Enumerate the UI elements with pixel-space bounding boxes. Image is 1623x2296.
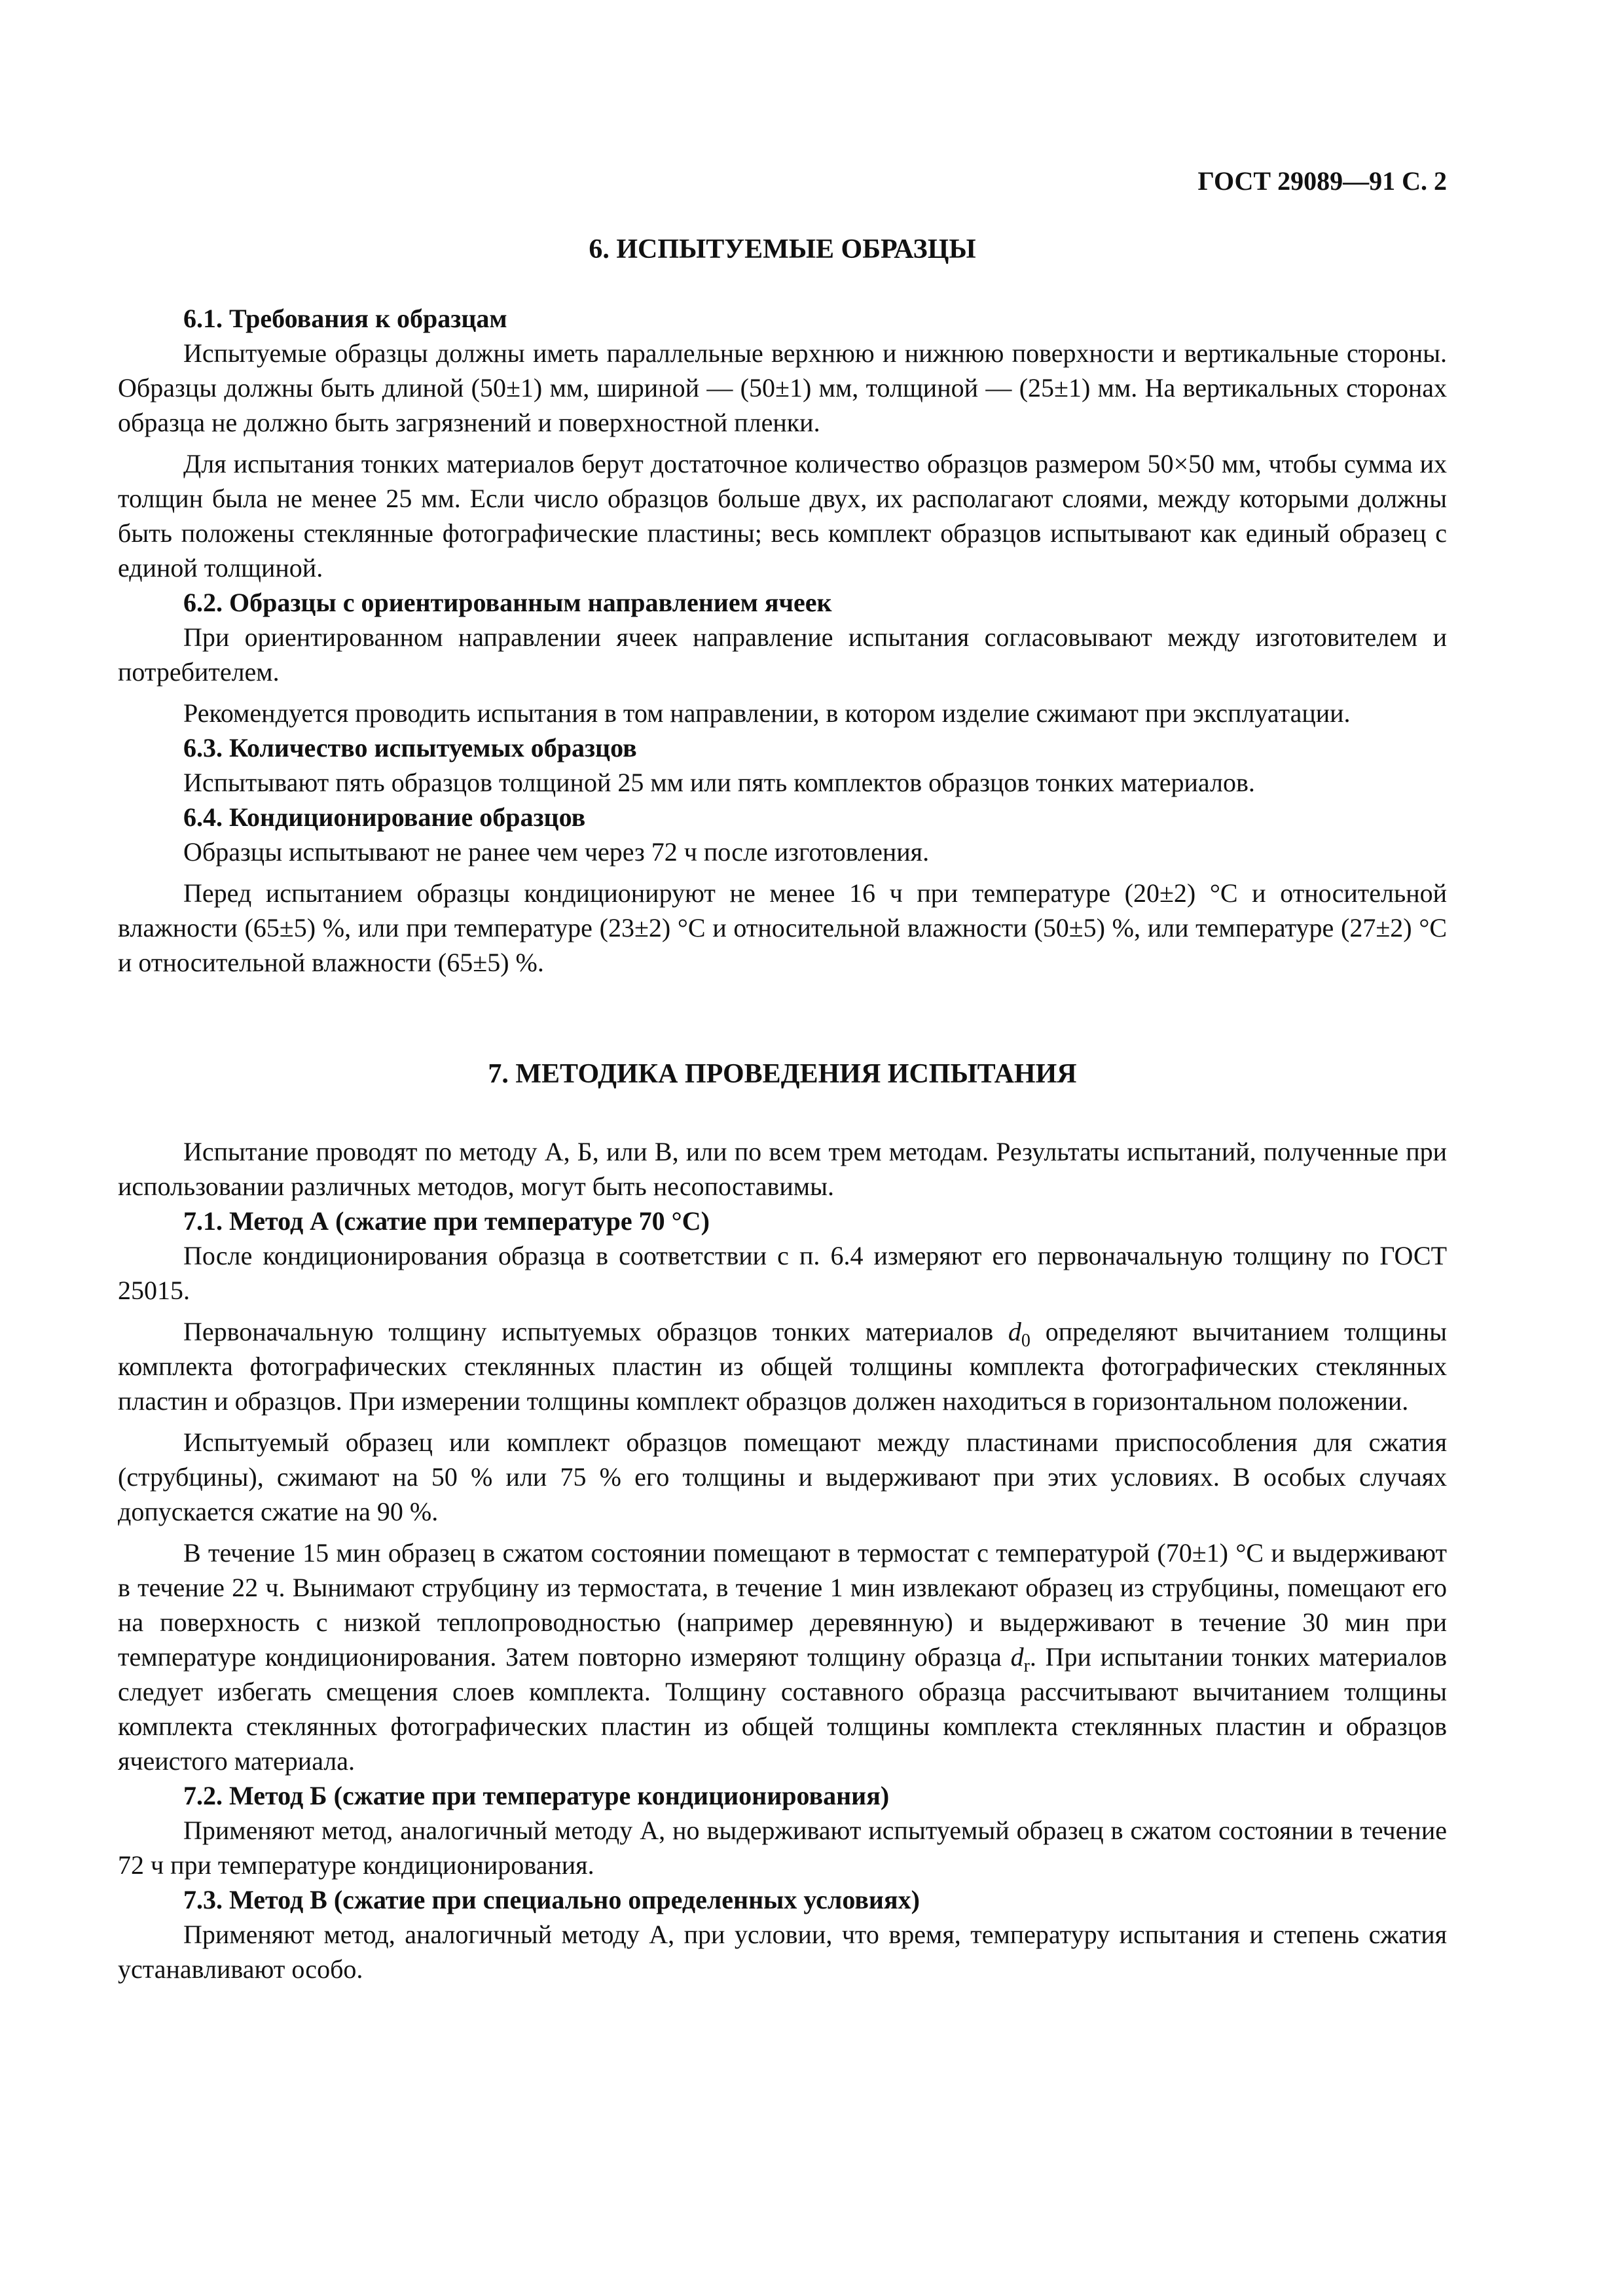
paragraph-6-2-1: При ориентированном направлении ячеек направление испытания согласовывают между изготовителем и потребителем. [118, 622, 1447, 687]
paragraph-6-1-1: Испытуемые образцы должны иметь параллельные верхнюю и нижнюю поверхности и вертикальные стороны. Образцы должны быть длиной (50±1) мм, шириной — (50±1) мм, толщиной — (25±1) мм. На вертикальных сторонах образца не должно быть загрязнений и поверхностной пленки. [118, 338, 1447, 437]
subsection-7-2-heading: 7.2. Метод Б (сжатие при температуре кондиционирования) [183, 1781, 890, 1810]
paragraph-6-2-2: Рекомендуется проводить испытания в том направлении, в котором изделие сжимают при эксплуатации. [183, 698, 1351, 728]
final-thickness-symbol: d [1010, 1642, 1024, 1672]
subsection-7-1-heading: 7.1. Метод А (сжатие при температуре 70 °С) [183, 1206, 710, 1236]
section-6-title: 6. ИСПЫТУЕМЫЕ ОБРАЗЦЫ [589, 234, 976, 264]
subsection-6-4-heading: 6.4. Кондиционирование образцов [183, 802, 586, 832]
paragraph-7-3-1: Применяют метод, аналогичный методу А, при условии, что время, температуру испытания и степень сжатия устанавливают особо. [118, 1920, 1447, 1984]
subsection-7-3-heading: 7.3. Метод В (сжатие при специально определенных условиях) [183, 1885, 920, 1914]
subsection-6-1-heading: 6.1. Требования к образцам [183, 304, 507, 333]
paragraph-7-1-1: После кондиционирования образца в соответствии с п. 6.4 измеряют его первоначальную толщину по ГОСТ 25015. [118, 1241, 1447, 1305]
paragraph-7-1-4 [118, 1535, 1447, 1778]
paragraph-7-intro: Испытание проводят по методу А, Б, или В, или по всем трем методам. Результаты испытаний, полученные при использовании различных методов, могут быть несопоставимы. [118, 1137, 1447, 1201]
document-page [118, 164, 1447, 1986]
paragraph-7-1-2-text-a: Первоначальную толщину испытуемых образцов тонких материалов [183, 1317, 1008, 1346]
final-thickness-subscript: r [1023, 1656, 1030, 1676]
paragraph-7-2-1: Применяют метод, аналогичный методу А, но выдерживают испытуемый образец в сжатом состоянии в течение 72 ч при температуре кондиционирования. [118, 1816, 1447, 1880]
paragraph-7-1-3: Испытуемый образец или комплект образцов помещают между пластинами приспособления для сжатия (струбцины), сжимают на 50 % или 75 % его толщины и выдерживают при этих условиях. В особых случаях допускается сжатие на 90 %. [118, 1427, 1447, 1526]
subsection-6-2-heading: 6.2. Образцы с ориентированным направлением ячеек [183, 588, 832, 617]
paragraph-6-4-1: Образцы испытывают не ранее чем через 72 ч после изготовления. [183, 837, 930, 867]
paragraph-6-1-2: Для испытания тонких материалов берут достаточное количество образцов размером 50×50 мм, чтобы сумма их толщин была не менее 25 мм. Если число образцов больше двух, их располагают слоями, между которыми должны быть положены стеклянные фотографические пластины; весь комплект образцов испытывают как единый образец с единой толщиной. [118, 449, 1447, 583]
paragraph-7-1-2 [118, 1314, 1447, 1418]
paragraph-6-3-1: Испытывают пять образцов толщиной 25 мм или пять комплектов образцов тонких материалов. [183, 768, 1255, 797]
page-header: ГОСТ 29089—91 С. 2 [1197, 166, 1447, 196]
paragraph-7-1-2-text-b: определяют вычитанием толщины комплекта фотографических стеклянных пластин из общей толщины комплекта фотографических стеклянных пластин и образцов. При измерении толщины комплект образцов должен находиться в горизонтальном положении. [118, 1317, 1447, 1416]
section-7-title: 7. МЕТОДИКА ПРОВЕДЕНИЯ ИСПЫТАНИЯ [488, 1059, 1077, 1089]
paragraph-7-1-4-text-b: . При испытании тонких материалов следует избегать смещения слоев комплекта. Толщину составного образца рассчитывают вычитанием толщины комплекта стеклянных фотографических пластин из общей толщины комплекта стеклянных пластин и образцов ячеистого материала. [118, 1642, 1447, 1776]
initial-thickness-subscript: 0 [1021, 1331, 1030, 1351]
paragraph-6-4-2: Перед испытанием образцы кондиционируют не менее 16 ч при температуре (20±2) °С и относительной влажности (65±5) %, или при температуре (23±2) °С и относительной влажности (50±5) %, или температуре (27±2) °С и относительной влажности (65±5) %. [118, 878, 1447, 977]
paragraph-7-1-4-text-a: В течение 15 мин образец в сжатом состоянии помещают в термостат с температурой (70±1) °С и выдерживают в течение 22 ч. Вынимают струбцину из термостата, в течение 1 мин извлекают образец из струбцины, помещают его на поверхность с низкой теплопроводностью (например деревянную) и выдерживают в течение 30 мин при температуре кондиционирования. Затем повторно измеряют толщину образца [118, 1538, 1447, 1672]
initial-thickness-symbol: d [1008, 1317, 1021, 1346]
subsection-6-3-heading: 6.3. Количество испытуемых образцов [183, 733, 637, 762]
